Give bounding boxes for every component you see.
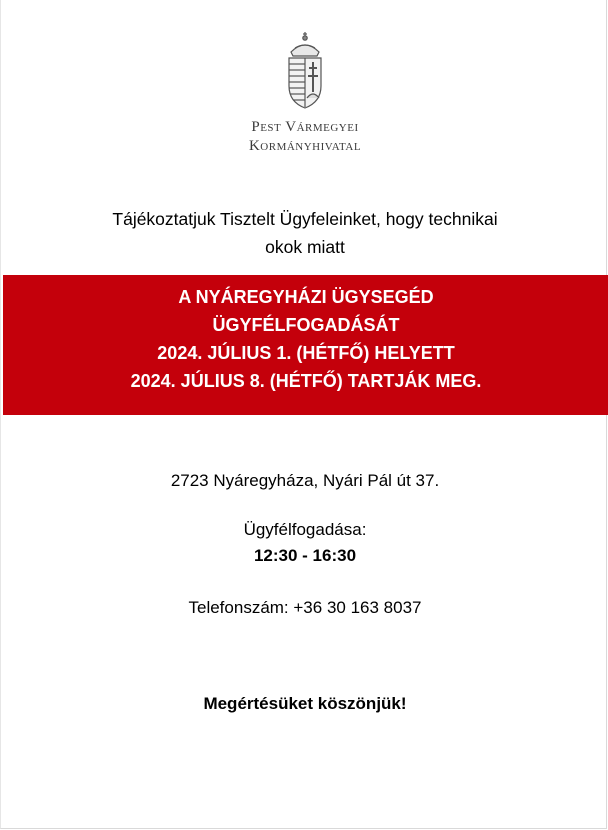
intro-line-2: okok miatt: [265, 237, 345, 257]
office-logo: [1, 28, 608, 156]
banner-line-4: 2024. JÚLIUS 8. (HÉTFŐ) TARTJÁK MEG.: [130, 371, 482, 391]
hours-value: 12:30 - 16:30: [253, 546, 357, 565]
intro-text: [1, 205, 608, 261]
phone-text: Telefonszám: +36 30 163 8037: [188, 598, 422, 617]
hours-label: Ügyfélfogadása:: [243, 520, 367, 539]
banner-line-1: A NYÁREGYHÁZI ÜGYSEGÉD: [178, 287, 434, 307]
hungarian-coat-of-arms-icon: [283, 28, 327, 112]
logo-line-1: Pest Vármegyei: [251, 119, 359, 135]
address-text: 2723 Nyáregyháza, Nyári Pál út 37.: [170, 471, 440, 490]
banner-line-2: ÜGYFÉLFOGADÁSÁT: [212, 315, 400, 335]
intro-line-1: Tájékoztatjuk Tisztelt Ügyfeleinket, hogy technikai: [112, 209, 498, 229]
closing-text: Megértésüket köszönjük!: [203, 694, 407, 713]
banner-line-3: 2024. JÚLIUS 1. (HÉTFŐ) HELYETT: [157, 343, 455, 363]
announcement-banner: [3, 275, 608, 415]
logo-line-2: Kormányhivatal: [248, 138, 362, 154]
